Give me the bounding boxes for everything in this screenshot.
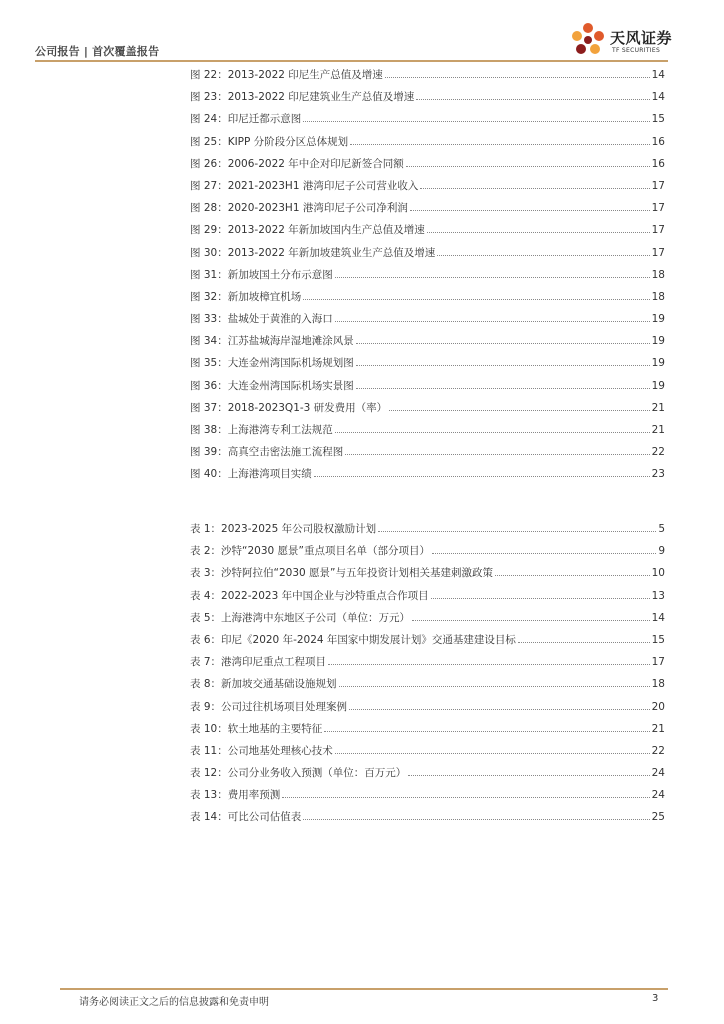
brand-name: 天风证券 xyxy=(610,29,673,47)
table-index-list xyxy=(190,521,665,832)
dot-leader xyxy=(303,298,649,300)
footer-divider xyxy=(60,988,668,990)
toc-entry-title: 图 40：上海港湾项目实绩 xyxy=(190,468,312,481)
figure-index-entry[interactable] xyxy=(190,400,665,422)
dot-leader xyxy=(410,209,650,211)
figure-index-entry[interactable] xyxy=(190,222,665,244)
toc-entry-title: 表 4：2022-2023 年中国企业与沙特重点合作项目 xyxy=(190,589,429,602)
table-index-entry[interactable] xyxy=(190,588,665,610)
toc-entry-title: 表 11：公司地基处理核心技术 xyxy=(190,744,333,757)
dot-leader xyxy=(432,552,656,554)
toc-entry-page: 24 xyxy=(651,789,665,802)
dot-leader xyxy=(328,663,650,665)
figure-index-entry[interactable] xyxy=(190,311,665,333)
figure-index-entry[interactable] xyxy=(190,466,665,488)
table-index-entry[interactable] xyxy=(190,809,665,831)
toc-entry-page: 17 xyxy=(651,202,665,215)
toc-entry-page: 24 xyxy=(651,767,665,780)
toc-entry-title: 表 5：上海港湾中东地区子公司（单位：万元） xyxy=(190,611,411,624)
toc-entry-page: 19 xyxy=(651,335,665,348)
table-index-entry[interactable] xyxy=(190,699,665,721)
toc-entry-page: 14 xyxy=(651,69,665,81)
toc-entry-title: 图 30：2013-2022 年新加坡建筑业生产总值及增速 xyxy=(190,246,436,259)
toc-entry-title: 表 9：公司过往机场项目处理案例 xyxy=(190,700,348,713)
table-index-entry[interactable] xyxy=(190,565,665,587)
toc-entry-title: 表 6：印尼《2020 年-2024 年国家中期发展计划》交通基建建设目标 xyxy=(190,633,516,646)
dot-leader xyxy=(412,619,650,621)
dot-leader xyxy=(420,187,649,189)
toc-entry-title: 图 37：2018-2023Q1-3 研发费用（率） xyxy=(190,401,388,414)
figure-index-entry[interactable] xyxy=(190,422,665,444)
toc-entry-page: 17 xyxy=(651,224,665,237)
toc-entry-page: 17 xyxy=(651,179,665,192)
toc-entry-title: 图 29：2013-2022 年新加坡国内生产总值及增速 xyxy=(190,224,425,237)
toc-entry-title: 图 25：KIPP 分阶段分区总体规划 xyxy=(190,135,349,148)
figure-index-entry[interactable] xyxy=(190,156,665,178)
toc-entry-title: 表 10：软土地基的主要特征 xyxy=(190,722,323,735)
header-divider xyxy=(35,60,668,62)
dot-leader xyxy=(518,641,650,643)
toc-entry-page: 15 xyxy=(651,113,665,126)
dot-leader xyxy=(335,431,650,433)
dot-leader xyxy=(408,774,649,776)
dot-leader xyxy=(385,76,650,78)
toc-entry-title: 图 31：新加坡国土分布示意图 xyxy=(190,268,333,281)
toc-entry-title: 图 36：大连金州湾国际机场实景图 xyxy=(190,379,354,392)
toc-entry-title: 图 28：2020-2023H1 港湾印尼子公司净利润 xyxy=(190,202,408,215)
toc-entry-page: 13 xyxy=(651,589,665,602)
figure-index-entry[interactable] xyxy=(190,200,665,222)
toc-entry-title: 图 34：江苏盐城海岸湿地滩涂风景 xyxy=(190,335,354,348)
dot-leader xyxy=(389,409,649,411)
dot-leader xyxy=(303,120,649,122)
toc-entry-page: 16 xyxy=(651,135,665,148)
table-index-entry[interactable] xyxy=(190,632,665,654)
toc-entry-page: 23 xyxy=(651,468,665,481)
figure-index-entry[interactable] xyxy=(190,245,665,267)
toc-entry-page: 17 xyxy=(651,246,665,259)
dot-leader xyxy=(335,276,650,278)
table-index-entry[interactable] xyxy=(190,543,665,565)
dot-leader xyxy=(495,574,650,576)
figure-index-entry[interactable] xyxy=(190,355,665,377)
toc-entry-page: 21 xyxy=(651,424,665,436)
toc-entry-title: 表 8：新加坡交通基础设施规划 xyxy=(190,678,337,691)
figure-index-entry[interactable] xyxy=(190,67,665,89)
toc-entry-page: 18 xyxy=(651,290,665,303)
toc-entry-title: 图 22：2013-2022 印尼生产总值及增速 xyxy=(190,69,383,81)
figure-index-entry[interactable] xyxy=(190,178,665,200)
dot-leader xyxy=(349,708,650,710)
dot-leader xyxy=(303,818,649,820)
table-index-entry[interactable] xyxy=(190,654,665,676)
table-index-entry[interactable] xyxy=(190,521,665,543)
table-index-entry[interactable] xyxy=(190,721,665,743)
toc-entry-title: 图 32：新加坡樟宜机场 xyxy=(190,290,302,303)
brand-subtitle: TF SECURITIES xyxy=(612,47,661,54)
report-type-label: 公司报告 | 首次覆盖报告 xyxy=(35,45,160,58)
figure-index-entry[interactable] xyxy=(190,289,665,311)
toc-entry-page: 16 xyxy=(651,157,665,170)
toc-entry-page: 17 xyxy=(651,656,665,669)
toc-entry-page: 9 xyxy=(658,545,665,558)
table-index-entry[interactable] xyxy=(190,676,665,698)
dot-leader xyxy=(345,453,649,455)
dot-leader xyxy=(356,342,650,344)
dot-leader xyxy=(356,387,650,389)
dot-leader xyxy=(339,685,650,687)
dot-leader xyxy=(282,796,649,798)
dot-leader xyxy=(335,320,650,322)
toc-entry-page: 14 xyxy=(651,91,665,104)
dot-leader xyxy=(427,231,650,233)
toc-entry-page: 20 xyxy=(651,700,665,713)
toc-entry-title: 图 27：2021-2023H1 港湾印尼子公司营业收入 xyxy=(190,179,419,192)
dot-leader xyxy=(324,730,649,732)
toc-entry-page: 15 xyxy=(651,633,665,646)
table-index-entry[interactable] xyxy=(190,610,665,632)
toc-entry-title: 表 12：公司分业务收入预测（单位：百万元） xyxy=(190,767,407,780)
toc-entry-page: 18 xyxy=(651,268,665,281)
toc-entry-page: 25 xyxy=(651,811,665,824)
dot-leader xyxy=(437,254,649,256)
toc-entry-title: 图 23：2013-2022 印尼建筑业生产总值及增速 xyxy=(190,91,415,104)
figure-index-entry[interactable] xyxy=(190,89,665,111)
toc-entry-title: 表 14：可比公司估值表 xyxy=(190,811,302,824)
toc-entry-page: 22 xyxy=(651,744,665,757)
toc-entry-page: 19 xyxy=(651,357,665,370)
dot-leader xyxy=(378,530,656,532)
toc-entry-page: 14 xyxy=(651,611,665,624)
disclaimer-text: 请务必阅读正文之后的信息披露和免责申明 xyxy=(79,997,269,1008)
toc-entry-title: 图 24：印尼迁都示意图 xyxy=(190,113,302,126)
toc-entry-title: 图 26：2006-2022 年中企对印尼新签合同额 xyxy=(190,157,404,170)
figure-index-list xyxy=(190,67,665,489)
toc-entry-title: 图 33：盐城处于黄淮的入海口 xyxy=(190,313,333,326)
table-index-entry[interactable] xyxy=(190,743,665,765)
table-index-entry[interactable] xyxy=(190,765,665,787)
toc-entry-page: 21 xyxy=(651,722,665,735)
toc-entry-page: 19 xyxy=(651,313,665,326)
dot-leader xyxy=(335,752,650,754)
toc-entry-page: 21 xyxy=(651,401,665,414)
dot-leader xyxy=(350,143,649,145)
toc-entry-title: 图 39：高真空击密法施工流程图 xyxy=(190,446,344,459)
toc-entry-title: 表 13：费用率预测 xyxy=(190,789,281,802)
toc-entry-title: 表 2：沙特“2030 愿景”重点项目名单（部分项目） xyxy=(190,545,430,558)
toc-entry-page: 19 xyxy=(651,379,665,392)
figure-index-entry[interactable] xyxy=(190,134,665,156)
dot-leader xyxy=(431,597,650,599)
toc-entry-title: 表 1：2023-2025 年公司股权激励计划 xyxy=(190,523,377,535)
toc-entry-title: 图 35：大连金州湾国际机场规划图 xyxy=(190,357,354,370)
page-number: 3 xyxy=(652,993,659,1004)
toc-entry-page: 10 xyxy=(651,567,665,580)
logo-flower-icon xyxy=(568,20,608,62)
toc-entry-page: 18 xyxy=(651,678,665,691)
dot-leader xyxy=(416,98,649,100)
toc-entry-title: 表 3：沙特阿拉伯“2030 愿景”与五年投资计划相关基建刺激政策 xyxy=(190,567,493,580)
company-logo xyxy=(568,20,678,62)
dot-leader xyxy=(356,364,650,366)
figure-index-entry[interactable] xyxy=(190,267,665,289)
toc-entry-page: 22 xyxy=(651,446,665,459)
dot-leader xyxy=(314,475,650,477)
figure-index-entry[interactable] xyxy=(190,444,665,466)
table-index-entry[interactable] xyxy=(190,787,665,809)
toc-entry-page: 5 xyxy=(658,523,665,535)
figure-index-entry[interactable] xyxy=(190,111,665,133)
toc-entry-title: 表 7：港湾印尼重点工程项目 xyxy=(190,656,327,669)
figure-index-entry[interactable] xyxy=(190,378,665,400)
toc-entry-title: 图 38：上海港湾专利工法规范 xyxy=(190,424,333,436)
dot-leader xyxy=(406,165,650,167)
figure-index-entry[interactable] xyxy=(190,333,665,355)
